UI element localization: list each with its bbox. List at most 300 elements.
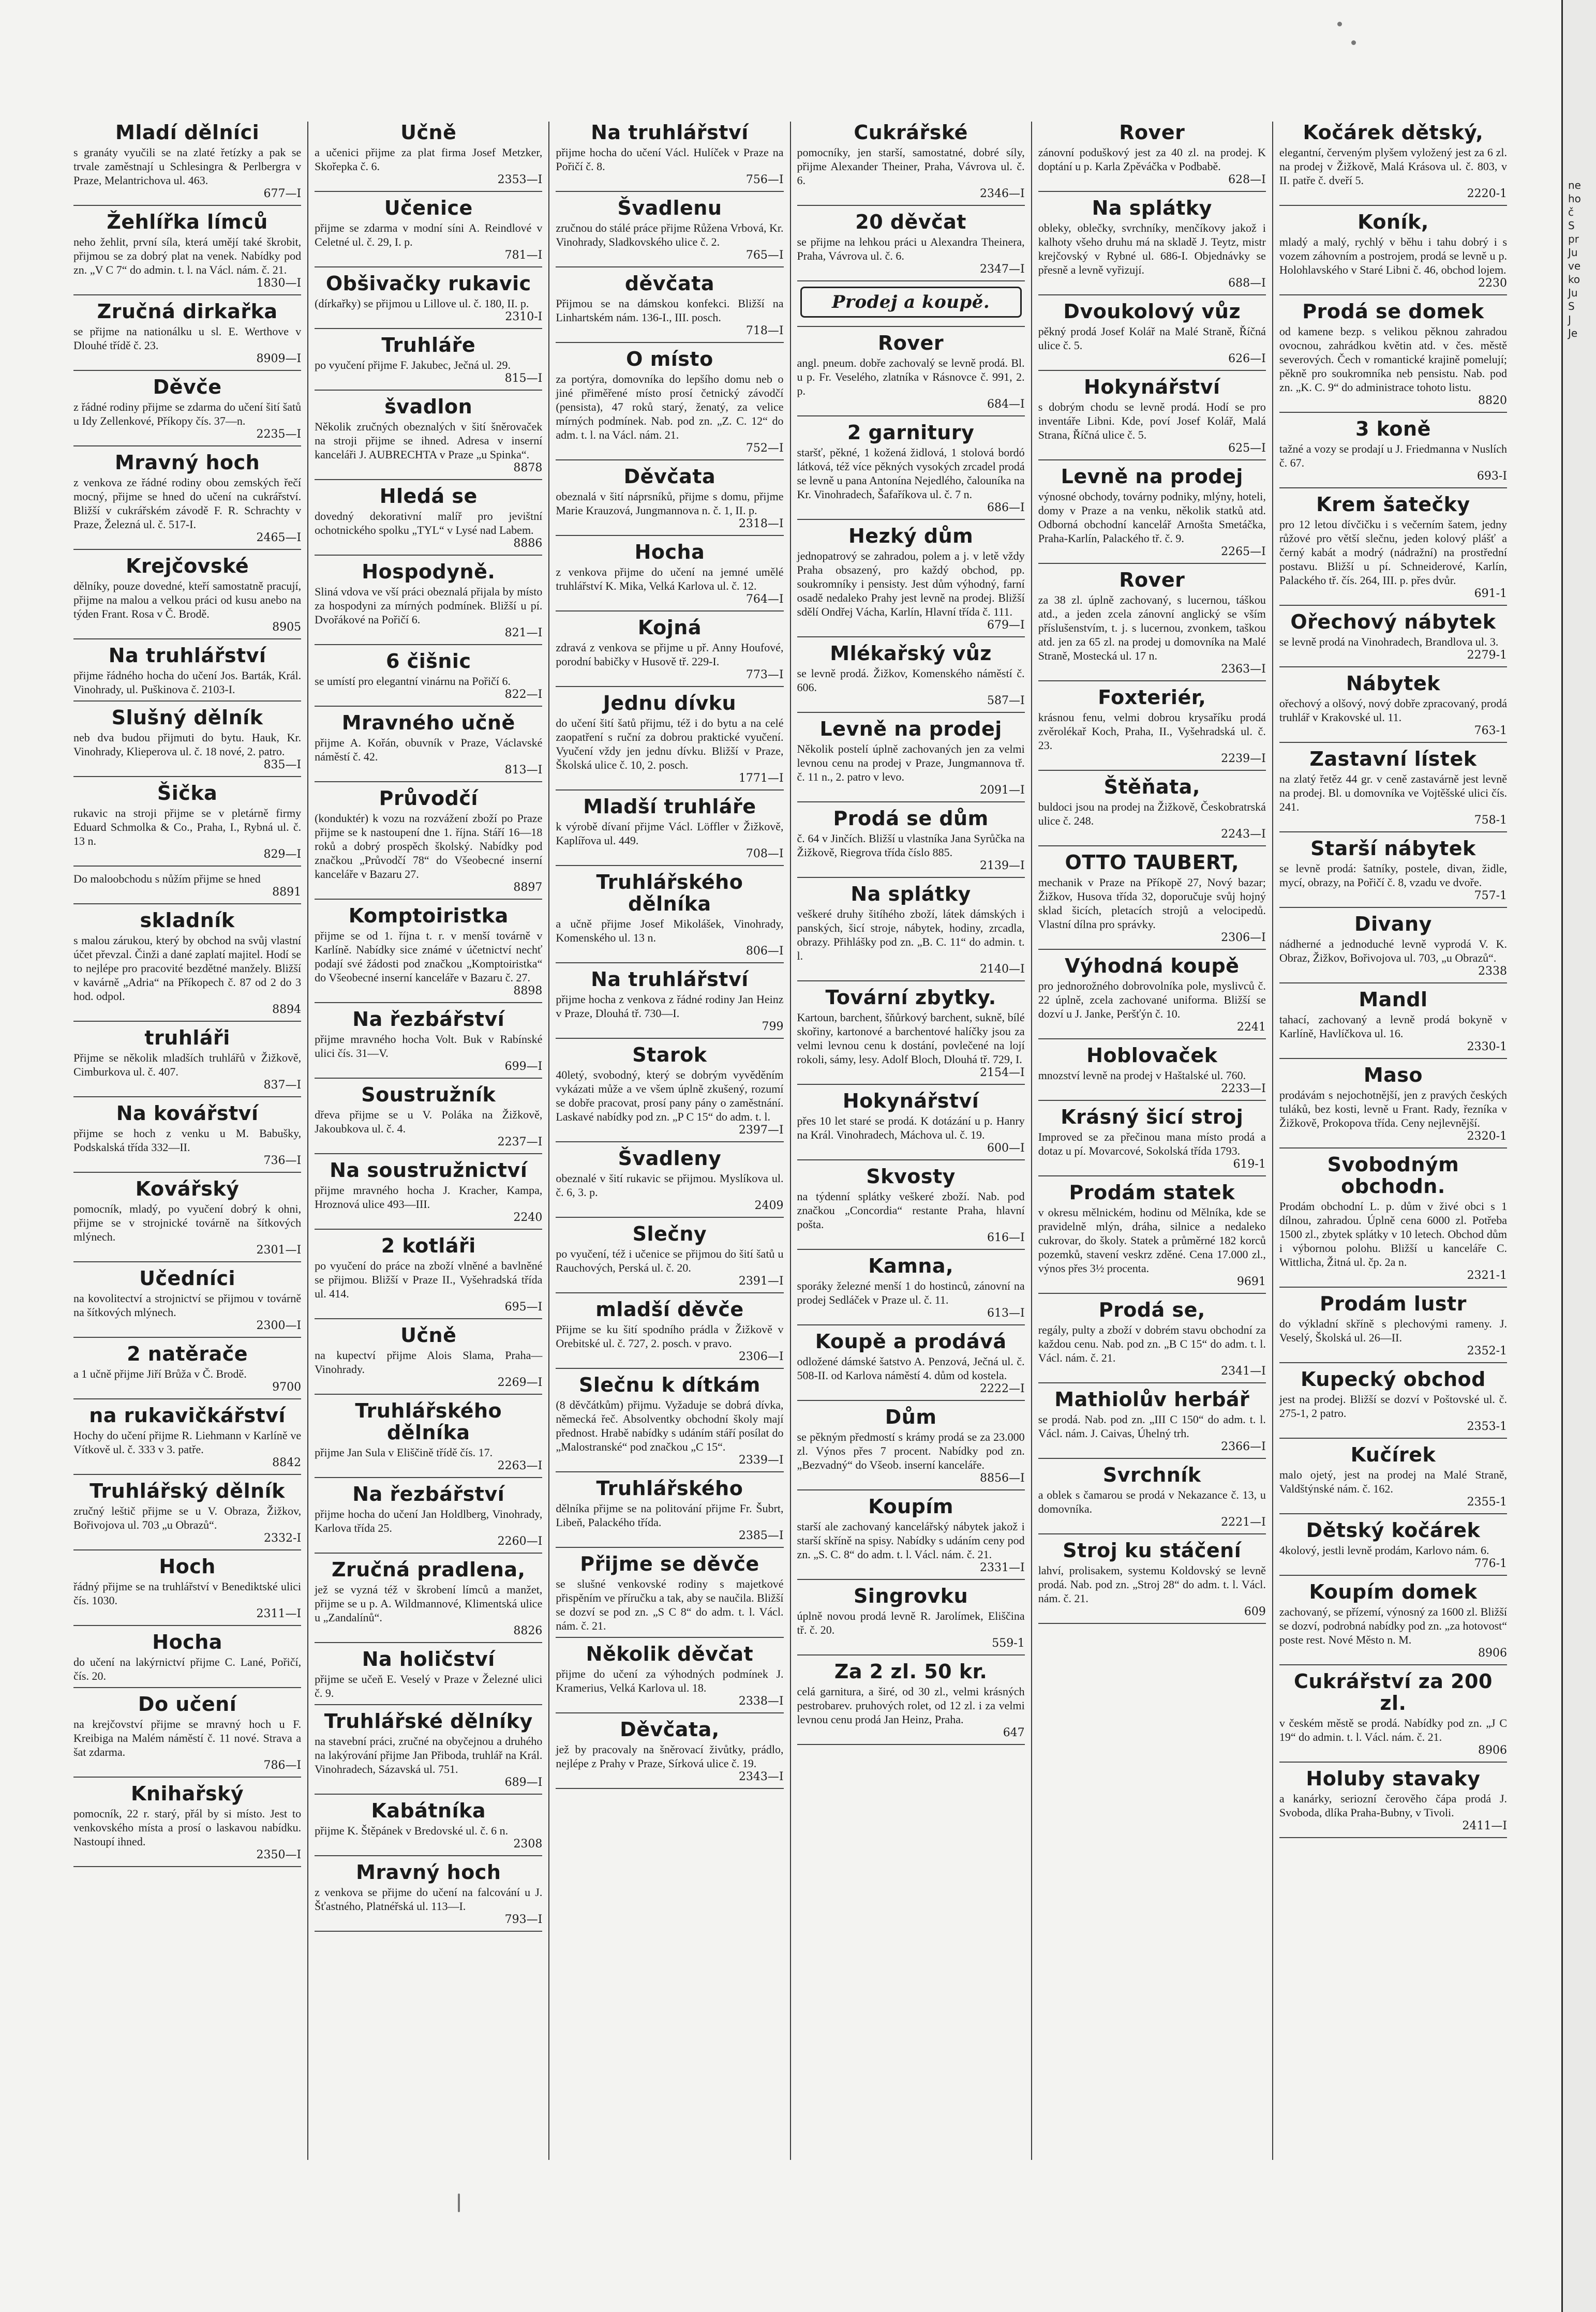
ad-code: 2350—I [256, 1848, 302, 1861]
ad-title: Švadlenu [617, 197, 722, 219]
ad-text: Do maloobchodu s nůžím přijme se hned [73, 872, 261, 885]
classified-ad [1038, 122, 1266, 192]
ad-code: 2222—I [980, 1382, 1025, 1395]
ad-code: 2235—I [256, 428, 302, 441]
ad-text: přijme hocha do učení Václ. Hulíček v Praze na Pořičí č. 8. [556, 146, 784, 173]
ad-title: Učenice [384, 197, 473, 219]
ad-title: Hokynářství [842, 1090, 979, 1112]
ad-code: 718—I [745, 324, 784, 337]
ad-title: Skvosty [866, 1165, 956, 1188]
ad-text: přijme A. Kořán, obuvník v Praze, Václavské náměstí č. 42. [315, 736, 543, 763]
ad-title: Na holičství [362, 1648, 495, 1670]
ad-title: 2 kotláři [381, 1234, 476, 1257]
classified-ad [797, 1406, 1025, 1490]
ad-code: 2300—I [256, 1319, 302, 1332]
ad-code: 2352-1 [1467, 1345, 1508, 1358]
classified-ad [1279, 913, 1507, 983]
classified-ad [797, 525, 1025, 637]
classified-ad [556, 273, 783, 343]
ad-code: 765—I [745, 249, 784, 262]
ad-title: Hezký dům [848, 525, 974, 547]
column-5 [1031, 122, 1272, 2160]
classified-ad [556, 1299, 783, 1369]
ad-code: 2409 [754, 1199, 784, 1212]
classified-ad [797, 1255, 1025, 1325]
ad-code: 2279-1 [1467, 649, 1508, 662]
ad-title: Tovární zbytky. [825, 986, 996, 1009]
strip-fragment: S [1568, 219, 1575, 232]
classified-ad [1038, 1389, 1266, 1459]
classified-ad [797, 883, 1025, 981]
ad-code: 2241 [1236, 1021, 1266, 1034]
classified-ad [315, 485, 542, 556]
classified-ad [556, 1643, 783, 1713]
ad-text: mladý a malý, rychlý v běhu i tahu dobrý i s vozem záhovním a postrojem, prodá se levně u p. Holohlavského v Staré Libni č. 46, obchod lojem. [1279, 235, 1508, 276]
ad-title: Kojná [637, 616, 702, 639]
classified-ad [1279, 1519, 1507, 1576]
classified-ad [73, 1556, 301, 1626]
ad-title: Na truhlářství [591, 968, 749, 991]
ad-text: přijme do učení za výhodných podmínek J. Kramerius, Velká Karlova ul. 18. [556, 1667, 784, 1694]
ad-text: přijme hocha do učení Jan Holdlberg, Vinohrady, Karlova třída 25. [315, 1508, 543, 1534]
ad-code: 799 [762, 1020, 784, 1033]
classified-ad [797, 122, 1025, 206]
classified-ad [73, 782, 301, 867]
ad-text: č. 64 v Jinčích. Bližší u vlastníka Jana Syrůčka na Žižkově, Riegrova třída číslo 885. [797, 832, 1025, 859]
ad-title: Na kovářství [116, 1102, 259, 1125]
ad-code: 2265—I [1221, 545, 1266, 558]
ad-title: Koupě a prodává [815, 1330, 1007, 1353]
ad-title: Koupím [868, 1495, 953, 1518]
ad-title: Knihařský [131, 1782, 244, 1805]
ad-text: elegantní, červeným plyšem vyložený jest za 6 zl. na prodej v Žižkově, Malá Krásova ul. č. 803, v II. patře č. dveří 5. [1279, 146, 1508, 187]
ad-title: Truhlářského dělníka [596, 871, 743, 915]
classified-ad [315, 1235, 542, 1319]
ad-text: zručný leštič přijme se u V. Obraza, Žižkov, Bořivojova ul. 703 „u Obrazů“. [73, 1504, 302, 1531]
ad-code: 2411—I [1462, 1819, 1508, 1832]
paper-speck [1351, 40, 1356, 45]
ad-code: 9691 [1236, 1275, 1266, 1288]
ad-title: Učedníci [139, 1267, 236, 1290]
ad-text: po vyučení přijme F. Jakubec, Ječná ul. 29. [315, 359, 511, 371]
ad-title: Slečnu k dítkám [578, 1374, 760, 1396]
ad-text: ořechový a olšový, nový dobře zpracovaný, prodá truhlář v Krakovské ul. 11. [1279, 697, 1508, 724]
strip-fragment: pr [1568, 233, 1579, 245]
ad-code: 8856—I [980, 1472, 1025, 1485]
ad-code: 822—I [504, 688, 543, 701]
ad-text: pomocník, mladý, po vyučení dobrý k ohni, přijme se v strojnické továrně na šítkových mlýnech. [73, 1202, 302, 1243]
ad-text: regály, pulty a zboží v dobrém stavu obchodní za každou cenu. Nab. pod zn. „B C 15“ do adm. t. l. Václ. nám. č. 21. [1038, 1323, 1266, 1364]
ad-code: 684—I [987, 398, 1025, 411]
ad-text: Několik postelí úplně zachovaných jen za velmi levnou cenu na prodej v Praze, Jungmannova tř. č. 11 n., 2. patro v levo. [797, 742, 1025, 783]
ad-text: z venkova se přijme do učení na falcování u J. Šťastného, Platnéřská ul. 113—I. [315, 1886, 543, 1913]
classified-ad [556, 796, 783, 866]
ad-code: 2091—I [980, 784, 1025, 797]
ad-title: truhláři [144, 1026, 230, 1049]
classified-ad [556, 122, 783, 192]
classified-ad [73, 301, 301, 371]
ad-title: Mravný hoch [114, 451, 260, 474]
ad-text: zdravá z venkova se přijme u př. Anny Houfové, porodní babičky v Husově tř. 229-I. [556, 641, 784, 668]
classified-ad [73, 645, 301, 702]
ad-code: 2221—I [1221, 1516, 1266, 1529]
ad-code: 813—I [504, 764, 543, 777]
classified-ad [556, 871, 783, 963]
ad-text: s malou zárukou, který by obchod na svůj vlastní účet převzal. Činži a dané zaplatí majitel. Hodí se to nejlépe pro pracovité bezdětné manžely. Bližší v kavárně „Adria“ na Příkopech č. 87 od 2 do 3 hod. odpol. [73, 934, 302, 1003]
ad-title: Koník, [1358, 211, 1429, 233]
ad-text: se přijme na nationálku u sl. E. Werthove v Dlouhé třídě č. 23. [73, 325, 302, 352]
ad-title: Přijme se děvče [580, 1553, 759, 1575]
classified-ad [1038, 1182, 1266, 1294]
classified-ad [1279, 211, 1507, 295]
ad-text: jež by pracovaly na šněrovací živůtky, prádlo, nejlépe z Prahy v Praze, Sírková ulice č. 19. [556, 1743, 784, 1770]
ad-code: 2139—I [980, 859, 1025, 872]
ad-code: 2355-1 [1467, 1496, 1508, 1509]
ad-code: 815—I [504, 372, 543, 385]
adjacent-page-edge [1561, 0, 1596, 2312]
ad-text: (dírkařky) se přijmou u Lillove ul. č. 180, II. p. [315, 297, 529, 310]
classified-ad [1038, 197, 1266, 295]
classified-ad [315, 1861, 542, 1932]
classified-ad [797, 987, 1025, 1085]
ad-title: mladší děvče [595, 1298, 744, 1321]
ad-code: 2230 [1478, 277, 1508, 290]
ad-code: 764—I [745, 593, 784, 606]
ad-code: 756—I [745, 173, 784, 186]
ad-title: Hoblovaček [1086, 1044, 1218, 1067]
ad-title: Žehlířka límců [107, 211, 268, 233]
ad-text: buldoci jsou na prodej na Žižkově, Českobratrská ulice č. 248. [1038, 800, 1266, 827]
ad-title: Slečny [632, 1222, 707, 1245]
ad-title: Zastavní lístek [1309, 748, 1477, 770]
ad-text: lahví, prolisakem, systemu Koldovský se levně prodá. Nab. pod zn. „Stroj 28“ do adm. t. l. Václ. nám. č. 21. [1038, 1564, 1266, 1605]
ad-code: 793—I [504, 1913, 543, 1926]
classified-ad [1279, 301, 1507, 413]
ad-code: 758-1 [1474, 814, 1508, 827]
ad-code: 693-I [1476, 470, 1508, 483]
column-6 [1272, 122, 1513, 2160]
ad-code: 2339—I [738, 1454, 784, 1467]
ad-text: dělníka přijme se na politování přijme Fr. Šubrt, Libeň, Palackého třída. [556, 1502, 784, 1529]
classified-ad [1279, 838, 1507, 908]
ad-code: 8905 [272, 621, 302, 634]
ad-text: přijme se zdarma v modní síni A. Reindlové v Celetné ul. č. 29, I. p. [315, 221, 543, 248]
ad-title: švadlon [384, 395, 473, 418]
ad-code: 2321-1 [1467, 1269, 1508, 1282]
ad-code: 689—I [504, 1776, 543, 1789]
classified-ad [797, 1090, 1025, 1160]
ad-code: 8897 [513, 881, 543, 894]
ad-code: 699—I [504, 1060, 543, 1073]
ad-title: Průvodčí [379, 787, 478, 810]
ad-title: Na splátky [851, 883, 971, 905]
ad-title: Dvoukolový vůz [1063, 300, 1241, 323]
ad-title: Truhláře [381, 334, 476, 356]
ad-title: Na truhlářství [108, 644, 266, 667]
ad-title: Kupecký obchod [1301, 1368, 1486, 1391]
ad-code: 609 [1244, 1605, 1266, 1618]
classified-ad [315, 1483, 542, 1554]
ad-text: zánovní poduškový jest za 40 zl. na prodej. K doptání u p. Karla Zpěváčka v Podbabě. [1038, 146, 1266, 173]
ad-code: 2330-1 [1467, 1040, 1508, 1053]
ad-text: úplně novou prodá levně R. Jarolímek, Eliščina tř. č. 20. [797, 1609, 1025, 1636]
ad-title: Nábytek [1346, 672, 1441, 695]
classified-ad [1279, 1368, 1507, 1439]
classified-ad [1279, 418, 1507, 488]
classified-ad [315, 561, 542, 645]
ad-text: Improved se za přečinou mana místo prodá a dotaz u pí. Movarcové, Sokolská třída 1793. [1038, 1130, 1266, 1157]
classified-ad [1038, 1464, 1266, 1534]
ad-text: za portýra, domovníka do lepšího domu neb o jiné přiměřené místo prosí četnický závodčí (pensista), 47 roků starý, ženatý, za velice mírných podmínek. Nab. pod zn. „Z. C. 12“ do adm. t. l. na Václ. nám. 21. [556, 372, 784, 441]
ad-text: přijme K. Štěpánek v Bredovské ul. č. 6 n. [315, 1824, 509, 1837]
ad-code: 2341—I [1221, 1365, 1266, 1378]
ad-text: a učně přijme Josef Mikolášek, Vinohrady, Komenského ul. 13 n. [556, 917, 784, 944]
ad-text: se levně prodá: šatníky, postele, divan, židle, mycí, obrazy, na Pořičí č. 8, vzadu ve dvoře. [1279, 862, 1508, 889]
ad-text: (8 děvčátkům) přijmu. Vyžaduje se dobrá dívka, německá řeč. Absolventky obchodní školy mají přednost. Hrabě nabídky s udáním stáří posílat do „Malostranské“ pod značkou „C 15“. [556, 1398, 784, 1453]
ad-text: přijme mravného hocha J. Kracher, Kampa, Hroznová ulice 493—III. [315, 1184, 543, 1211]
ad-code: 835—I [263, 758, 302, 771]
ad-code: 1830—I [256, 277, 302, 290]
ad-code: 613—I [987, 1307, 1025, 1320]
ad-title: Zručná dirkařka [97, 300, 278, 323]
ad-title: Truhlářského [596, 1477, 743, 1500]
ad-text: odložené dámské šatstvo A. Penzová, Ječná ul. č. 508-II. od Karlova náměstí 4. dům od kostela. [797, 1355, 1025, 1382]
classified-ad [73, 1027, 301, 1097]
classified-ad [1038, 301, 1266, 371]
ad-title: Krejčovské [126, 555, 249, 577]
ad-text: výnosné obchody, továrny podniky, mlýny, hoteli, domy v Praze a na venku, několik statků atd. Odborná obchodní kancelář Arnošta Smetáčka, Praha-Karlín, Palackého tř. č. 9. [1038, 490, 1266, 545]
ad-code: 8898 [513, 985, 543, 997]
ad-text: přijme se učeň E. Veselý v Praze v Železné ulici č. 9. [315, 1673, 543, 1699]
classified-ad [1279, 1768, 1507, 1838]
ad-title: Na řezbářství [352, 1008, 505, 1031]
ad-title: Mravný hoch [356, 1861, 501, 1884]
ad-code: 8891 [272, 886, 302, 899]
ad-text: zručnou do stálé práce přijme Růžena Vrbová, Kr. Vinohrady, Sladkovského ulice č. 2. [556, 221, 784, 248]
ad-text: na týdenní splátky veškeré zboží. Nab. pod značkou „Concordia“ restante Praha, hlavní pošta. [797, 1190, 1025, 1231]
column-2 [307, 122, 548, 2160]
ad-title: Kamna, [868, 1255, 954, 1277]
classified-ad [73, 1405, 301, 1475]
ad-code: 8826 [513, 1624, 543, 1637]
ad-title: Komptoiristka [348, 904, 509, 927]
ad-text: 4kolový, jestli levně prodám, Karlovo nám. 6. [1279, 1544, 1489, 1557]
ad-code: 2306—I [1221, 931, 1266, 944]
strip-fragment: č [1568, 206, 1574, 218]
classified-ad [73, 452, 301, 550]
classified-ad [797, 1496, 1025, 1580]
classified-ad [1038, 1299, 1266, 1383]
ad-code: 619-1 [1233, 1158, 1266, 1171]
classified-ad [315, 1324, 542, 1395]
ad-text: veškeré druhy šitíhého zboží, látek dámských i panských, šicí stroje, nábytek, hodiny, zrcadla, obrazy. Přihlášky pod zn. „B. C. 11“ do admin. t. l. [797, 907, 1025, 962]
strip-fragment: ho [1568, 192, 1581, 205]
classified-ad [315, 1008, 542, 1079]
strip-fragment: J [1568, 314, 1571, 326]
ad-code: 773—I [745, 668, 784, 681]
ad-text: přijme mravného hocha Volt. Buk v Rabínské ulici čís. 31—V. [315, 1033, 543, 1060]
ad-text: neb dva budou přijmuti do bytu. Hauk, Kr. Vinohrady, Klieperova ul. č. 18 nové, 2. patro. [73, 731, 302, 758]
classified-ad [556, 692, 783, 790]
ad-title: Svobodným obchodn. [1327, 1153, 1459, 1198]
ad-text: od kamene bezp. s velikou pěknou zahradou ovocnou, zahrádkou květin atd. v čes. městě severových. Čech v romantické krajině pomelují; pěkně pro soukromníka neb pensistu. Nab. pod zn. „K. C. 9“ do administrace tohoto listu. [1279, 325, 1508, 394]
ad-code: 691-1 [1474, 587, 1508, 600]
ad-text: Hochy do učení přijme R. Liehmann v Karlíně ve Vítkově ul. č. 333 v 3. patře. [73, 1429, 302, 1456]
ad-title: Prodá se domek [1302, 300, 1484, 323]
ad-title: Prodej a koupě. [800, 287, 1022, 318]
ad-text: se pěkným předmostí s krámy prodá se za 23.000 zl. Výnos přes 7 procent. Nabídky pod zn. „Bezvadný“ do Všeob. inserní kanceláře. [797, 1430, 1025, 1471]
ad-text: Přijmou se na dámskou konfekci. Bližší na Linhartském nám. 136-I., III. posch. [556, 297, 784, 324]
ad-code: 2269—I [497, 1376, 543, 1389]
classified-ad [73, 707, 301, 777]
ad-text: na krejčovství přijme se mravný hoch u F. Kreibiga na Malém náměstí č. 11 nové. Strava a šat zdarma. [73, 1718, 302, 1758]
ad-title: Hledá se [379, 485, 478, 508]
ad-text: k výrobě dívaní přijme Václ. Löffler v Žižkově, Kaplířova ul. 449. [556, 820, 784, 847]
classified-ad [1038, 852, 1266, 950]
ad-text: a oblek s čamarou se prodá v Nekazance č. 13, u domovníka. [1038, 1488, 1266, 1515]
ad-text: staršť, pěkné, 1 kožená židlová, 1 stolová bordó látková, též více pěkných vysokých zrcadel prodá se levně u pana Antonína Nejedlého, čalouníka na Kr. Vinohradech, Šafaříkova ul. č. 7 n. [797, 446, 1025, 501]
ad-title: Krem šatečky [1316, 493, 1470, 516]
ad-code: 2363—I [1221, 663, 1266, 676]
ad-text: s granáty vyučili se na zlaté řetízky a pak se trvale zaměstnají u Schlesingra & Perlbergra v Praze, Melantrichova ul. 463. [73, 146, 302, 187]
ad-title: Krásný šicí stroj [1061, 1106, 1244, 1128]
ad-title: Truhlářského dělníka [355, 1399, 502, 1444]
ad-text: na stavební práci, zručné na obyčejnou a druhého na lakýrování přijme Jan Přiboda, truhlář na Král. Vinohradech, Sázavská ul. 751. [315, 1735, 543, 1776]
strip-fragment: Ju [1568, 287, 1578, 299]
ad-code: 2306—I [738, 1350, 784, 1363]
ad-text: pomocník, 22 r. starý, přál by si místo. Jest to venkovského místa a prosí o laskavou nabídku. Nastoupí ihned. [73, 1807, 302, 1848]
ad-code: 2243—I [1221, 828, 1266, 841]
classified-ad [1038, 1106, 1266, 1176]
strip-fragment: S [1568, 300, 1575, 312]
ad-text: se levně prodá na Vinohradech, Brandlova ul. 3. [1279, 635, 1499, 648]
classified-ad [315, 1084, 542, 1154]
ad-title: Učně [400, 1324, 457, 1347]
ad-code: 587—I [987, 694, 1025, 707]
ad-title: 20 děvčat [855, 211, 966, 233]
ad-text: do učení na lakýrnictví přijme C. Lané, Pořičí, čís. 20. [73, 1655, 302, 1682]
ad-title: Na soustružnictví [330, 1159, 528, 1182]
ad-text: obeznalé v šití rukavic se přijmou. Myslíkova ul. č. 6, 3. p. [556, 1172, 784, 1199]
classified-ad [73, 1178, 301, 1262]
classified-ad [315, 787, 542, 900]
classified-ad [315, 1159, 542, 1230]
ad-title: Hoch [159, 1555, 216, 1578]
classified-ad [556, 348, 783, 460]
ad-title: Koupím domek [1309, 1580, 1478, 1603]
ad-code: 677—I [263, 187, 302, 200]
classified-ad [1038, 1540, 1266, 1624]
classified-ad [73, 1693, 301, 1778]
ad-code: 628—I [1228, 173, 1266, 186]
ad-code: 8886 [513, 537, 543, 550]
classified-ad [1279, 1154, 1507, 1288]
ad-text: z venkova ze řádné rodiny obou zemských řečí mocný, přijme se hned do učení na cukrářství. Bližší v cukrářském závodě F. R. Schrachty v Praze, Železná ul. č. 517-I. [73, 476, 302, 531]
ad-code: 2353—I [497, 173, 543, 186]
ad-text: po vyučení do práce na zboží vlněné a bavlněné se přijmou. Bližší v Praze II., Vyšehradská třída ul. 414. [315, 1259, 543, 1300]
ad-title: Učně [400, 122, 457, 144]
ad-title: Děvče [153, 376, 222, 398]
strip-fragment: ve [1568, 260, 1581, 272]
ad-title: Na řezbářství [352, 1483, 505, 1505]
ad-code: 2318—I [738, 517, 784, 530]
ad-code: 2465—I [256, 531, 302, 544]
classified-ad [315, 396, 542, 480]
ad-code: 2260—I [497, 1535, 543, 1548]
ad-text: 40letý, svobodný, který se dobrým vyvěděním vykázati může a ve všem úplně zkušený, rozumí se dobře pracovat, prosí pany pány o zaměstnání. Laskavé nabídky pod zn. „P C 15“ do adm. t. l. [556, 1068, 784, 1123]
ad-title: Mlékařský vůz [830, 642, 992, 665]
ad-text: a 1 učně přijme Jiří Brůža v Č. Brodě. [73, 1367, 247, 1380]
ad-text: obeznalá v šití náprsníků, přijme s domu, přijme Marie Krauzová, Jungmannova n. č. 1, II. p. [556, 490, 784, 517]
ad-text: tahací, zachovaný a levně prodá bokyně v Karlíně, Havlíčkova ul. 16. [1279, 1013, 1508, 1040]
ad-text: Několik zručných obeznalých v šití šněrovaček na stroji přijme se ihned. Adresa v inserní kanceláři J. AUBRECHTA v Praze „u Spinka“. [315, 420, 543, 461]
ad-text: přijme řádného hocha do učení Jos. Barták, Král. Vinohrady, ul. Puškinova č. 2103-I. [73, 669, 302, 696]
classified-ad [556, 1044, 783, 1142]
classified-ad [556, 1553, 783, 1638]
ad-title: Dětský kočárek [1306, 1519, 1481, 1542]
classified-ad [1279, 611, 1507, 667]
ad-text: v okresu mělnickém, hodinu od Mělníka, kde se pravidelně mlýn, dráha, silnice a nedaleko cukrovar, do školy. Statek a průměrné 182 korců pozemků, stavení veskrz zděné. Cena 17.000 zl., výnos přes 3½ procenta. [1038, 1206, 1266, 1275]
classified-ad [797, 718, 1025, 802]
classified-columns [67, 122, 1513, 2160]
strip-fragment: Je [1568, 327, 1578, 339]
ad-text: mnozství levně na prodej v Haštalské ul. 760. [1038, 1069, 1246, 1082]
ad-title: 2 natěrače [127, 1343, 248, 1365]
ad-text: pro 12 letou dívčičku i s večerním šatem, jedny růžové pro větší slečnu, jeden kolový plášť a černý kabát a modrý (nádražní) na prostřední postavu. Bližší u pí. Schneiderové, Karlín, Palackého tř. čís. 264, III. p. přes dvůr. [1279, 518, 1508, 587]
classified-ad [797, 1661, 1025, 1745]
ad-code: 806—I [745, 945, 784, 958]
ad-title: Za 2 zl. 50 kr. [834, 1660, 988, 1683]
ad-code: 2338 [1478, 965, 1508, 978]
ad-title: Výhodná koupě [1065, 954, 1240, 977]
ad-text: z řádné rodiny přijme se zdarma do učení šití šatů u Idy Zellenkové, Příkopy čís. 37—n. [73, 400, 302, 427]
ad-code: 786—I [263, 1759, 302, 1772]
ad-text: Prodám obchodní L. p. dům v živé obci s 1 dílnou, zahradou. Úplně cena 6000 zl. Potřeba 1500 zl., zbytek splátky v 10 letech. Obchod dům i výbornou polohu. Bližší u kanceláře C. Wittlicha, Žitná ul. čp. 2a n. [1279, 1200, 1508, 1269]
classified-ad [1279, 748, 1507, 832]
classified-ad [556, 1478, 783, 1548]
section-heading [797, 287, 1025, 327]
ad-code: 2240 [513, 1211, 543, 1224]
ad-text: přijme se hoch z venku u M. Babušky, Podskalská třída 332—II. [73, 1127, 302, 1154]
classified-ad [797, 1585, 1025, 1655]
strip-fragment: Ju [1568, 246, 1578, 259]
ad-text: neho žehlit, první síla, která umějí také škrobit, přijmou se za dobrý plat na venek. Nabídky pod zn. „V C 7“ do admin. t. l. na Václ. nám. č. 21. [73, 235, 302, 276]
ad-text: jest na prodej. Bližší se dozví v Poštovské ul. č. 275-1, 2 patro. [1279, 1393, 1508, 1420]
ad-title: Na splátky [1092, 197, 1212, 219]
classified-ad [315, 273, 542, 329]
classified-ad [315, 197, 542, 267]
ad-code: 2320-1 [1467, 1130, 1508, 1143]
ad-code: 626—I [1228, 352, 1266, 365]
classified-ad [556, 1719, 783, 1789]
ad-title: Jednu dívku [603, 692, 737, 714]
ad-code: 776-1 [1474, 1557, 1508, 1570]
ad-text: Sliná vdova ve vší práci obeznalá přijala by místo za hospodyni za mírných podmínek. Bližší u pí. Dvořákové na Pořičí 6. [315, 585, 543, 626]
ad-text: dřeva přijme se u V. Poláka na Žižkově, Jakoubkova ul. č. 4. [315, 1108, 543, 1135]
classified-ad [797, 211, 1025, 281]
ad-code: 616—I [987, 1231, 1025, 1244]
strip-fragment: ne [1568, 179, 1581, 191]
classified-ad [73, 122, 301, 206]
ad-title: Ořechový nábytek [1290, 610, 1496, 633]
ad-title: Šička [157, 782, 218, 804]
ad-text: rukavic na stroji přijme se v pletárně firmy Eduard Schmolka & Co., Praha, I., Rybná ul. č. 13 n. [73, 807, 302, 847]
classified-ad [315, 122, 542, 192]
ad-title: Svrchník [1102, 1464, 1201, 1486]
ad-title: Truhlářský dělník [90, 1480, 285, 1502]
classified-ad [556, 197, 783, 267]
ad-code: 829—I [263, 848, 302, 861]
